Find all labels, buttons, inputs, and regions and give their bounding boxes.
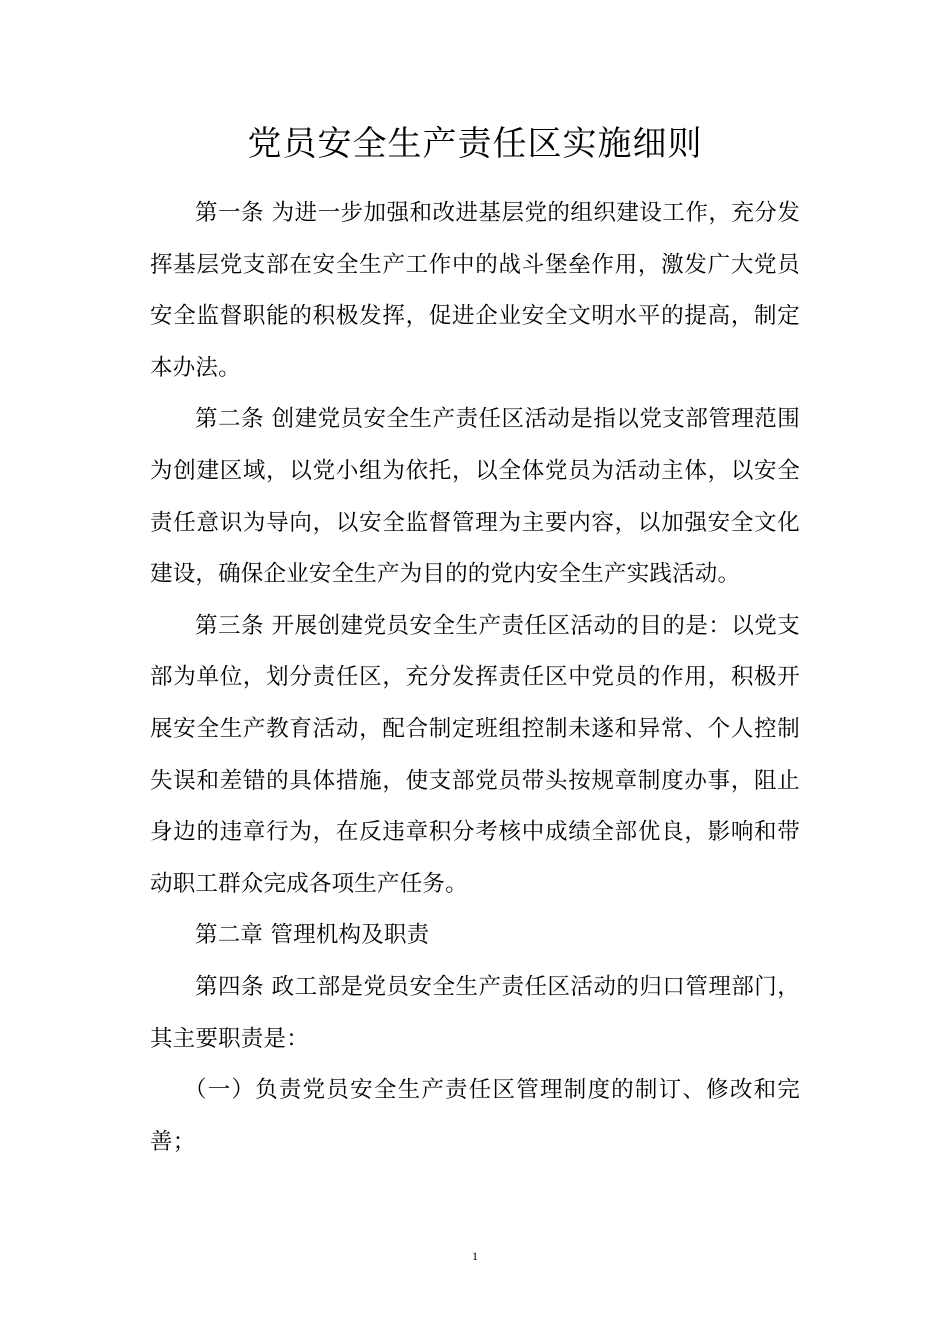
article-4-item-1: （一）负责党员安全生产责任区管理制度的制订、修改和完善；	[150, 1077, 800, 1155]
chapter-2-heading: 第二章 管理机构及职责	[195, 922, 430, 949]
article-4-paragraph: 第四条 政工部是党员安全生产责任区活动的归口管理部门，其主要职责是：	[150, 973, 800, 1052]
document-title: 党员安全生产责任区实施细则	[247, 124, 703, 164]
document-body	[150, 188, 800, 1168]
page-number: 1	[472, 1249, 478, 1263]
article-3-paragraph: 第三条 开展创建党员安全生产责任区活动的目的是：以党支部为单位，划分责任区，充分发挥责任区中党员的作用，积极开展安全生产教育活动，配合制定班组控制未遂和异常、个人控制失误和差错的具体措施，使支部党员带头按规章制度办事，阻止身边的违章行为，在反违章积分考核中成绩全部优良，影响和带动职工群众完成各项生产任务。	[150, 612, 800, 897]
article-1-paragraph: 第一条 为进一步加强和改进基层党的组织建设工作，充分发挥基层党支部在安全生产工作中的战斗堡垒作用，激发广大党员安全监督职能的积极发挥，促进企业安全文明水平的提高，制定本办法。	[150, 200, 800, 381]
article-2-paragraph: 第二条 创建党员安全生产责任区活动是指以党支部管理范围为创建区域，以党小组为依托，以全体党员为活动主体，以安全责任意识为导向，以安全监督管理为主要内容，以加强安全文化建设，确保企业安全生产为目的的党内安全生产实践活动。	[150, 406, 800, 588]
